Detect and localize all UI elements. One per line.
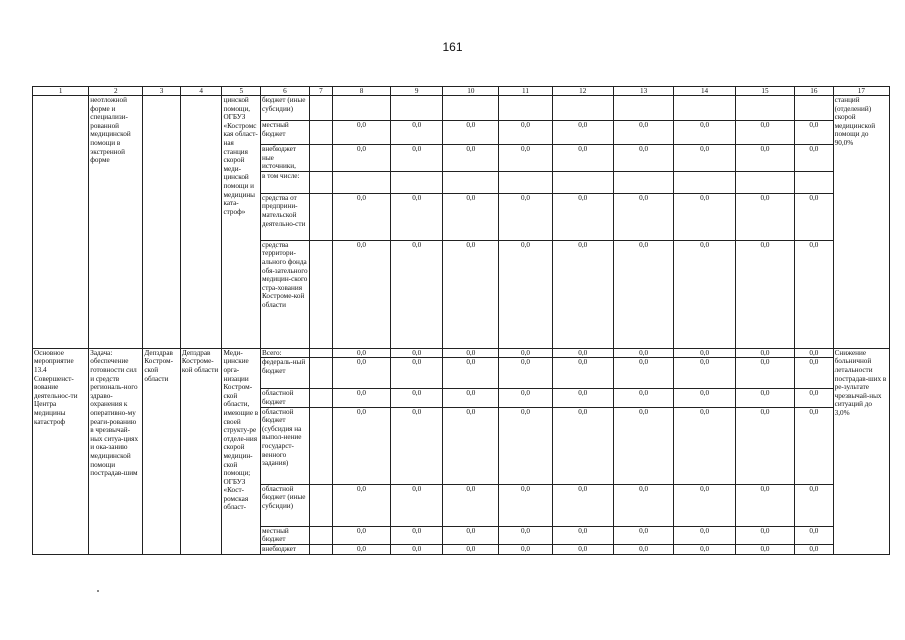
funding-source-cell: внебюджет ные источники, [261, 145, 310, 172]
value-cell: 0,0 [332, 358, 390, 389]
value-cell: 0,0 [613, 145, 673, 172]
value-cell: 0,0 [613, 193, 673, 240]
value-cell: 0,0 [674, 121, 735, 145]
header-cell: 4 [180, 87, 222, 96]
value-cell: 0,0 [735, 484, 794, 526]
value-cell: 0,0 [674, 544, 735, 554]
empty-cell [309, 121, 332, 145]
value-cell: 0,0 [674, 526, 735, 544]
value-cell: 0,0 [443, 193, 499, 240]
empty-cell [309, 389, 332, 407]
funding-source-cell: бюджет (иные субсидии) [261, 96, 310, 121]
funding-source-cell: федераль-ный бюджет [261, 358, 310, 389]
header-cell: 6 [261, 87, 310, 96]
value-cell: 0,0 [443, 121, 499, 145]
value-cell: 0,0 [552, 484, 613, 526]
value-cell [499, 96, 552, 121]
header-cell: 16 [795, 87, 834, 96]
table-row [33, 96, 890, 121]
value-cell: 0,0 [552, 526, 613, 544]
empty-cell [309, 96, 332, 121]
value-cell: 0,0 [332, 121, 390, 145]
executor-cell [180, 96, 222, 349]
header-cell: 2 [89, 87, 143, 96]
value-cell: 0,0 [552, 145, 613, 172]
header-cell: 7 [309, 87, 332, 96]
value-cell: 0,0 [499, 389, 552, 407]
empty-cell [309, 145, 332, 172]
value-cell: 0,0 [795, 240, 834, 348]
value-cell: 0,0 [735, 240, 794, 348]
header-cell: 11 [499, 87, 552, 96]
value-cell: 0,0 [674, 407, 735, 484]
value-cell: 0,0 [613, 358, 673, 389]
empty-cell [309, 484, 332, 526]
value-cell: 0,0 [735, 358, 794, 389]
activity-cell: Основное мероприятие 13.4 Совершенст-вование деятельнос-ти Центра медицины катастроф [33, 348, 89, 554]
value-cell: 0,0 [613, 526, 673, 544]
header-cell: 9 [391, 87, 443, 96]
value-cell: 0,0 [552, 348, 613, 358]
header-row [33, 87, 890, 96]
value-cell [674, 96, 735, 121]
value-cell: 0,0 [552, 407, 613, 484]
value-cell: 0,0 [332, 193, 390, 240]
executor-cell: Депздрав Костроме-кой области [180, 348, 222, 554]
indicator-cell: станций (отделений) скорой медицинской помощи до 90,0% [833, 96, 889, 349]
value-cell: 0,0 [674, 145, 735, 172]
value-cell [443, 171, 499, 193]
funding-source-cell: местный бюджет [261, 121, 310, 145]
value-cell: 0,0 [613, 121, 673, 145]
empty-cell [309, 407, 332, 484]
value-cell: 0,0 [391, 348, 443, 358]
value-cell: 0,0 [795, 526, 834, 544]
value-cell: 0,0 [499, 358, 552, 389]
value-cell: 0,0 [735, 544, 794, 554]
empty-cell [309, 358, 332, 389]
header-cell: 1 [33, 87, 89, 96]
value-cell: 0,0 [674, 389, 735, 407]
value-cell: 0,0 [443, 389, 499, 407]
value-cell: 0,0 [735, 145, 794, 172]
funding-source-cell: Всего: [261, 348, 310, 358]
value-cell: 0,0 [499, 240, 552, 348]
value-cell: 0,0 [391, 145, 443, 172]
value-cell: 0,0 [499, 526, 552, 544]
value-cell: 0,0 [443, 358, 499, 389]
value-cell [332, 171, 390, 193]
header-cell: 10 [443, 87, 499, 96]
header-cell: 15 [735, 87, 794, 96]
value-cell: 0,0 [795, 407, 834, 484]
value-cell: 0,0 [735, 348, 794, 358]
value-cell: 0,0 [443, 240, 499, 348]
value-cell: 0,0 [499, 544, 552, 554]
participant-cell: Меди-цинские орга-низации Костром-ской области, имеющие в своей структу-ре отделе-ния скорой медицин-ской помощи; ОГБУЗ «Кост-ромская област- [222, 348, 261, 554]
value-cell [552, 96, 613, 121]
value-cell: 0,0 [795, 389, 834, 407]
value-cell: 0,0 [391, 544, 443, 554]
value-cell: 0,0 [443, 407, 499, 484]
value-cell: 0,0 [499, 193, 552, 240]
header-cell: 17 [833, 87, 889, 96]
funding-source-cell: средства территори-ального фонда обя-зательного медицин-ского стра-хования Костроме-кой области [261, 240, 310, 348]
table-row [33, 348, 890, 358]
value-cell [332, 96, 390, 121]
value-cell: 0,0 [499, 407, 552, 484]
value-cell [674, 171, 735, 193]
value-cell: 0,0 [391, 358, 443, 389]
value-cell: 0,0 [391, 193, 443, 240]
value-cell: 0,0 [674, 240, 735, 348]
task-cell: Задача: обеспечение готовности сил и средств региональ-ного здраво-охранения к оперативно-му реаги-рованию в чрезвычай-ных ситуа-циях и ока-занию медицинской помощи пострадав-шим [89, 348, 143, 554]
value-cell: 0,0 [735, 526, 794, 544]
header-cell: 8 [332, 87, 390, 96]
value-cell: 0,0 [332, 145, 390, 172]
value-cell [795, 171, 834, 193]
value-cell: 0,0 [391, 407, 443, 484]
table-body [33, 87, 890, 555]
value-cell: 0,0 [674, 358, 735, 389]
coexecutor-cell: Депздрав Костром-ской области [143, 348, 180, 554]
value-cell: 0,0 [443, 526, 499, 544]
value-cell: 0,0 [332, 526, 390, 544]
task-cell: неотложной форме и специализи-рованной медицинской помощи в экстренной форме [89, 96, 143, 349]
value-cell: 0,0 [332, 484, 390, 526]
value-cell: 0,0 [552, 358, 613, 389]
value-cell: 0,0 [332, 348, 390, 358]
header-cell: 12 [552, 87, 613, 96]
value-cell: 0,0 [613, 240, 673, 348]
header-cell: 13 [613, 87, 673, 96]
value-cell: 0,0 [795, 358, 834, 389]
value-cell: 0,0 [552, 240, 613, 348]
empty-cell [309, 526, 332, 544]
value-cell [443, 96, 499, 121]
value-cell: 0,0 [674, 193, 735, 240]
value-cell: 0,0 [391, 389, 443, 407]
value-cell: 0,0 [552, 389, 613, 407]
value-cell [391, 96, 443, 121]
coexecutor-cell [143, 96, 180, 349]
value-cell [499, 171, 552, 193]
value-cell: 0,0 [499, 145, 552, 172]
value-cell: 0,0 [443, 348, 499, 358]
value-cell [613, 96, 673, 121]
value-cell: 0,0 [795, 484, 834, 526]
activity-cell [33, 96, 89, 349]
program-table [32, 86, 890, 555]
value-cell: 0,0 [332, 240, 390, 348]
value-cell: 0,0 [795, 145, 834, 172]
value-cell: 0,0 [674, 484, 735, 526]
value-cell: 0,0 [391, 240, 443, 348]
header-cell: 3 [143, 87, 180, 96]
value-cell: 0,0 [443, 544, 499, 554]
page-number: 161 [442, 40, 463, 54]
funding-source-cell: областной бюджет (иные субсидии) [261, 484, 310, 526]
header-cell: 5 [222, 87, 261, 96]
value-cell: 0,0 [795, 121, 834, 145]
value-cell: 0,0 [332, 407, 390, 484]
value-cell: 0,0 [391, 526, 443, 544]
value-cell [552, 171, 613, 193]
value-cell: 0,0 [613, 389, 673, 407]
value-cell: 0,0 [443, 484, 499, 526]
value-cell: 0,0 [499, 484, 552, 526]
header-cell: 14 [674, 87, 735, 96]
value-cell [735, 96, 794, 121]
value-cell [795, 96, 834, 121]
funding-source-cell: областной бюджет [261, 389, 310, 407]
value-cell: 0,0 [552, 121, 613, 145]
funding-source-cell: внебюджет [261, 544, 310, 554]
value-cell: 0,0 [443, 145, 499, 172]
empty-cell [309, 171, 332, 193]
empty-cell [309, 348, 332, 358]
value-cell [613, 171, 673, 193]
empty-cell [309, 193, 332, 240]
value-cell: 0,0 [552, 193, 613, 240]
empty-cell [309, 240, 332, 348]
value-cell: 0,0 [613, 348, 673, 358]
value-cell: 0,0 [795, 193, 834, 240]
value-cell [735, 171, 794, 193]
value-cell: 0,0 [735, 389, 794, 407]
empty-cell [309, 544, 332, 554]
participant-cell: цинской помощи, ОГБУЗ «Костромская област-ная станция скорой меди-цинской помощи и медицины ката-строф» [222, 96, 261, 349]
value-cell: 0,0 [332, 389, 390, 407]
value-cell: 0,0 [391, 484, 443, 526]
value-cell: 0,0 [674, 348, 735, 358]
value-cell: 0,0 [613, 407, 673, 484]
value-cell: 0,0 [391, 121, 443, 145]
value-cell: 0,0 [499, 121, 552, 145]
value-cell: 0,0 [795, 348, 834, 358]
value-cell: 0,0 [795, 544, 834, 554]
value-cell: 0,0 [613, 544, 673, 554]
scan-speck [97, 590, 99, 592]
value-cell: 0,0 [735, 121, 794, 145]
funding-source-cell: областной бюджет (субсидия на выпол-нение государст-венного задания) [261, 407, 310, 484]
funding-source-cell: в том числе: [261, 171, 310, 193]
funding-source-cell: местный бюджет [261, 526, 310, 544]
value-cell: 0,0 [735, 407, 794, 484]
value-cell: 0,0 [332, 544, 390, 554]
value-cell: 0,0 [552, 544, 613, 554]
value-cell: 0,0 [499, 348, 552, 358]
indicator-cell: Снижение больничной летальности пострадав-ших в ре-зультате чрезвычай-ных ситуаций до 3,0% [833, 348, 889, 554]
funding-source-cell: средства от предприни-мательской деятельно-сти [261, 193, 310, 240]
value-cell: 0,0 [613, 484, 673, 526]
value-cell: 0,0 [735, 193, 794, 240]
value-cell [391, 171, 443, 193]
